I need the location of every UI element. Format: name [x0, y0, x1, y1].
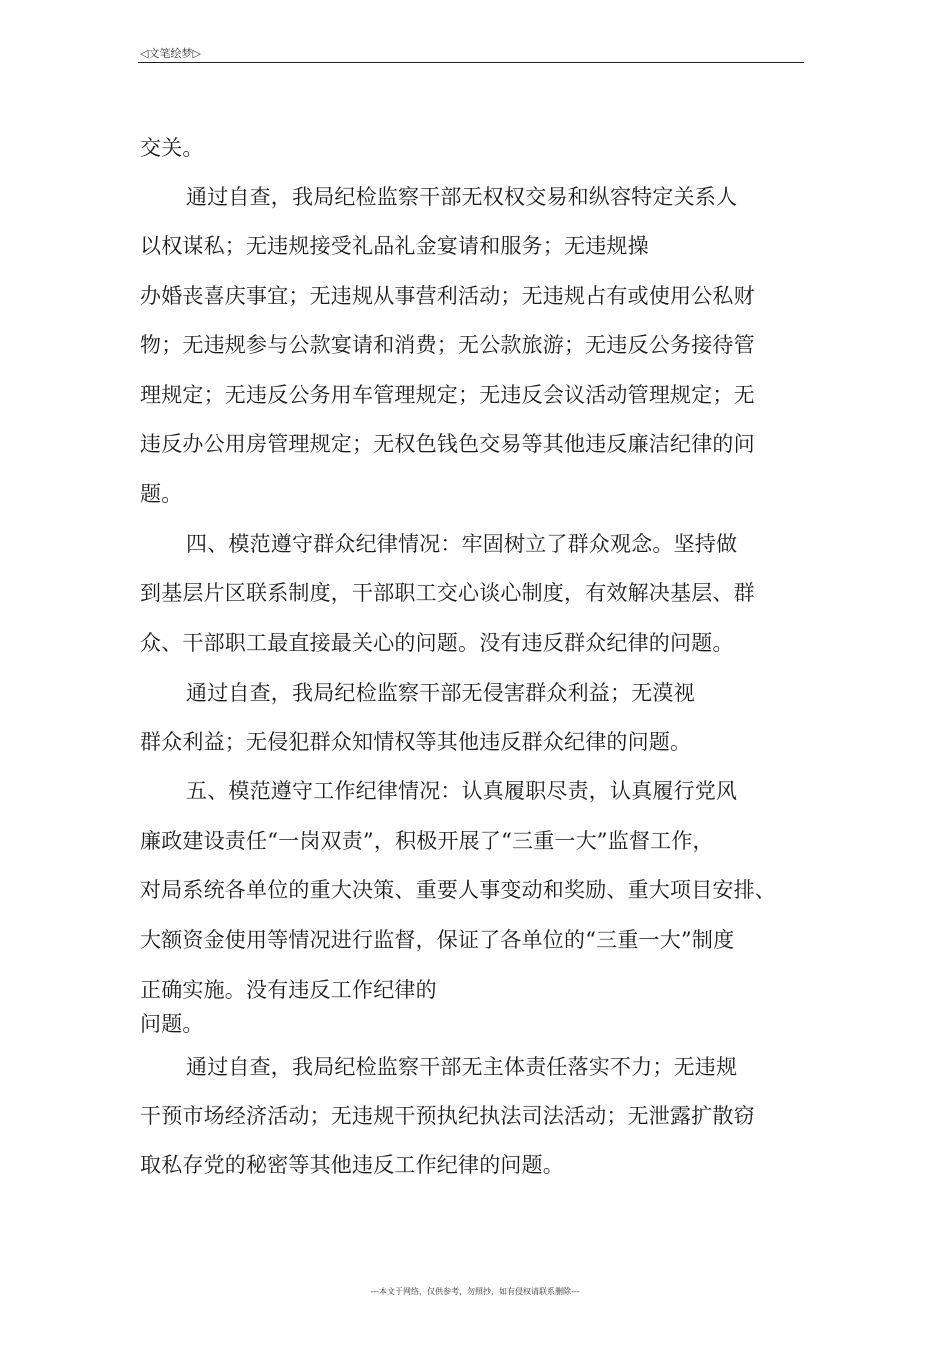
body-line: 通过自查，我局纪检监察干部无侵害群众利益；无漠视 [186, 681, 695, 705]
body-line: 题。 [140, 482, 183, 506]
body-line: 理规定；无违反公务用车管理规定；无违反会议活动管理规定；无 [140, 383, 755, 407]
body-line: 正确实施。没有违反工作纪律的 [140, 978, 437, 1002]
body-line: 廉政建设责任“一岗双责”，积极开展了“三重一大”监督工作， [140, 829, 714, 853]
body-line: 通过自查，我局纪检监察干部无权权交易和纵容特定关系人 [186, 185, 738, 209]
body-line: 物；无违规参与公款宴请和消费；无公款旅游；无违反公务接待管 [140, 333, 755, 357]
body-line: 四、模范遵守群众纪律情况：牢固树立了群众观念。坚持做 [186, 532, 738, 556]
body-line: 群众利益；无侵犯群众知情权等其他违反群众纪律的问题。 [140, 730, 692, 754]
body-line: 交关。 [140, 136, 204, 160]
body-line: 取私存党的秘密等其他违反工作纪律的问题。 [140, 1153, 564, 1177]
body-line: 问题。 [140, 1012, 204, 1036]
body-line: 五、模范遵守工作纪律情况：认真履职尽责，认真履行党风 [186, 779, 738, 803]
body-line: 众、干部职工最直接最关心的问题。没有违反群众纪律的问题。 [140, 631, 734, 655]
body-line: 违反办公用房管理规定；无权色钱色交易等其他违反廉洁纪律的问 [140, 432, 755, 456]
body-line: 干预市场经济活动；无违规干预执纪执法司法活动；无泄露扩散窃 [140, 1104, 755, 1128]
body-line: 到基层片区联系制度，干部职工交心谈心制度，有效解决基层、群 [140, 581, 755, 605]
body-line: 办婚丧喜庆事宜；无违规从事营利活动；无违规占有或使用公私财 [140, 284, 755, 308]
body-line: 以权谋私；无违规接受礼品礼金宴请和服务；无违规操 [140, 234, 649, 258]
body-line: 大额资金使用等情况进行监督，保证了各单位的“三重一大”制度 [140, 928, 735, 952]
page-footer: ---本文于网络，仅供参考，勿照抄，如有侵权请联系删除--- [370, 1287, 580, 1296]
body-line: 对局系统各单位的重大决策、重要人事变动和奖励、重大项目安排、 [140, 878, 776, 902]
body-line: 通过自查，我局纪检监察干部无主体责任落实不力；无违规 [186, 1055, 738, 1079]
page-header: ◁文笔绘梦▷ [140, 47, 201, 60]
header-divider [138, 62, 804, 63]
